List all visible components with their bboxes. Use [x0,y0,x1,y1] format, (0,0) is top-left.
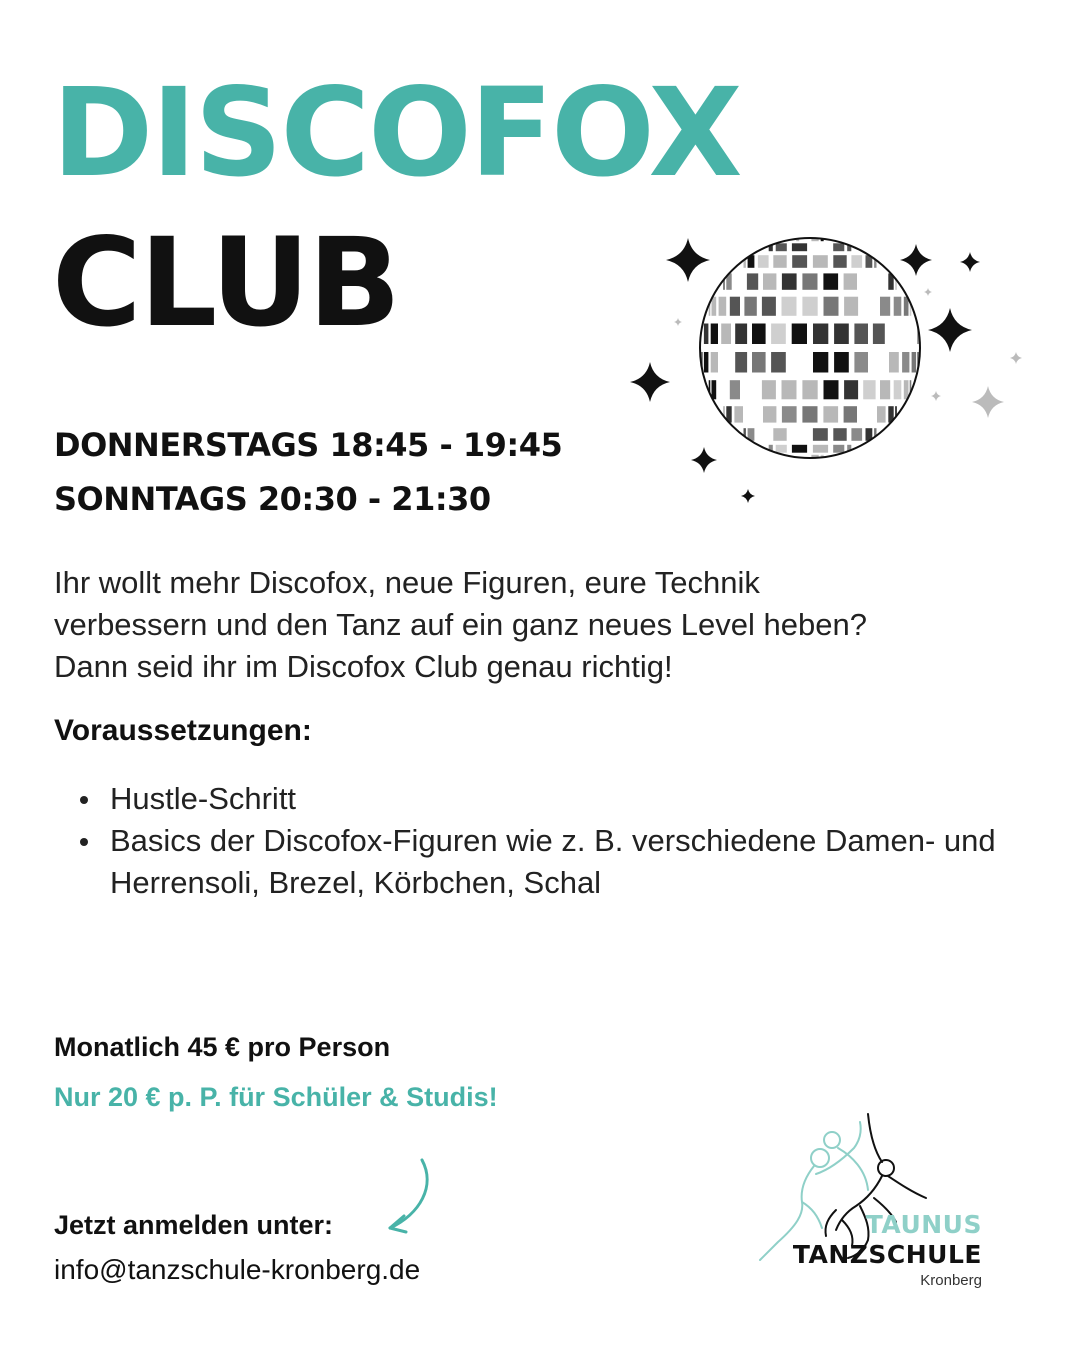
sparkle-icon [928,308,972,352]
disco-ball-tile [763,406,776,422]
disco-ball-tile [823,406,838,422]
intro-line: Dann seid ihr im Discofox Club genau richtig! [54,649,673,684]
sparkle-icon [960,252,980,272]
disco-ball-tile [782,406,797,422]
disco-ball-tile [813,324,828,345]
disco-ball-tile [735,352,747,373]
disco-ball-tile [834,352,849,373]
disco-ball-tile [877,406,886,422]
price-student: Nur 20 € p. P. für Schüler & Studis! [54,1082,498,1112]
disco-ball-tile [792,255,807,268]
price-regular: Monatlich 45 € pro Person [54,1032,391,1062]
disco-ball-tile [762,380,776,399]
disco-ball-tile [773,255,786,268]
school-logo [756,1110,996,1295]
schedule [54,418,562,526]
disco-ball-tile [762,297,776,316]
schedule-thursday: DONNERSTAGS 18:45 - 19:45 [54,426,563,464]
disco-ball-tile [902,352,909,373]
disco-ball-tile [711,352,718,373]
disco-ball-tile [782,273,797,289]
intro-line: verbessern und den Tanz auf ein ganz neues Level heben? [54,607,867,642]
disco-ball-tile [802,380,817,399]
disco-ball-tile [721,324,731,345]
disco-ball-tile [782,297,797,316]
requirements-list [80,778,1010,904]
disco-ball-tile [730,380,740,399]
disco-ball-tile [734,406,743,422]
disco-ball-tile [833,428,846,441]
sparkle-icon [674,318,682,326]
disco-ball-tile [889,352,899,373]
disco-ball-tile [813,428,828,441]
disco-ball-icon [620,230,1040,520]
disco-ball-tile [833,243,844,251]
disco-ball-tile [776,243,787,251]
disco-ball-tile [874,255,876,268]
logo-text-tanzschule: TANZSCHULE [792,1240,982,1269]
disco-ball-tile [792,243,807,251]
disco-ball-tile [874,428,876,441]
disco-ball-tile [744,255,746,268]
disco-ball-tile [851,428,862,441]
disco-ball-tile [894,297,902,316]
intro-line: Ihr wollt mehr Discofox, neue Figuren, eure Technik [54,565,760,600]
disco-ball-tile [833,255,846,268]
disco-ball-tile [844,297,858,316]
disco-ball-tile [823,273,838,289]
disco-ball-tile [704,352,709,373]
disco-ball-tile [758,255,769,268]
list-item: Basics der Discofox-Figuren wie z. B. verschiedene Damen- und Herrensoli, Brezel, Körbchen, Schal [110,820,1010,904]
disco-ball-tile [824,380,839,399]
sparkle-icon [931,391,941,401]
disco-ball-tile [744,297,756,316]
disco-ball-tile [851,255,862,268]
disco-ball-tile [792,445,807,453]
disco-ball-tile [813,255,828,268]
disco-ball-tile [854,352,868,373]
disco-ball-tile [763,273,776,289]
disco-ball-tile [735,324,747,345]
disco-ball-tile [752,324,766,345]
curved-arrow-icon [380,1156,440,1236]
disco-ball-tile [873,324,885,345]
signup-email-link[interactable]: info@tanzschule-kronberg.de [54,1254,421,1285]
list-item: Hustle-Schritt [110,778,1010,820]
disco-ball-tile [813,352,828,373]
disco-ball-tile [833,445,844,453]
sparkle-icon [691,447,717,473]
disco-ball-tile [776,445,787,453]
disco-ball-tile [813,445,828,453]
disco-ball-tile [844,273,857,289]
disco-ball-tile [782,380,797,399]
disco-ball-tile [792,324,807,345]
disco-ball-tile [863,380,875,399]
disco-ball-tile [752,352,766,373]
disco-ball-tile [771,352,786,373]
sparkle-icon [1010,352,1022,364]
signup-label: Jetzt anmelden unter: [54,1210,334,1240]
page-title-line-2: CLUB [52,212,399,354]
sparkle-icon [630,362,670,402]
disco-ball-tile [802,297,817,316]
sparkle-icon [741,489,755,503]
disco-ball-tile [854,324,868,345]
disco-ball-tile [834,324,849,345]
disco-ball-tile [880,380,890,399]
disco-ball-tile [802,273,817,289]
disco-ball-tile [704,324,709,345]
disco-ball-tile [771,324,786,345]
disco-ball-tile [730,297,740,316]
sparkle-icon [972,386,1004,418]
schedule-sunday: SONNTAGS 20:30 - 21:30 [54,480,491,518]
disco-ball-tile [912,352,917,373]
disco-ball-tile [711,324,718,345]
disco-ball-tile [880,297,890,316]
requirements-heading: Voraussetzungen: [54,714,312,747]
sparkle-icon [900,244,932,276]
disco-ball-tile [844,380,858,399]
disco-ball-tile [744,428,746,441]
sparkle-icon [924,288,932,296]
intro-paragraph [54,562,1014,688]
disco-ball-tile [894,380,902,399]
disco-ball-tile [844,406,857,422]
disco-ball-tile [802,406,817,422]
sparkle-icon [666,238,710,282]
logo-text-taunus: TAUNUS [865,1210,982,1239]
page-title-line-1: DISCOFOX [52,62,741,204]
disco-ball-tile [747,273,758,289]
disco-ball-tile [773,428,786,441]
disco-ball-tile [824,297,839,316]
logo-text-city: Kronberg [920,1272,982,1289]
disco-ball-tile [719,297,727,316]
